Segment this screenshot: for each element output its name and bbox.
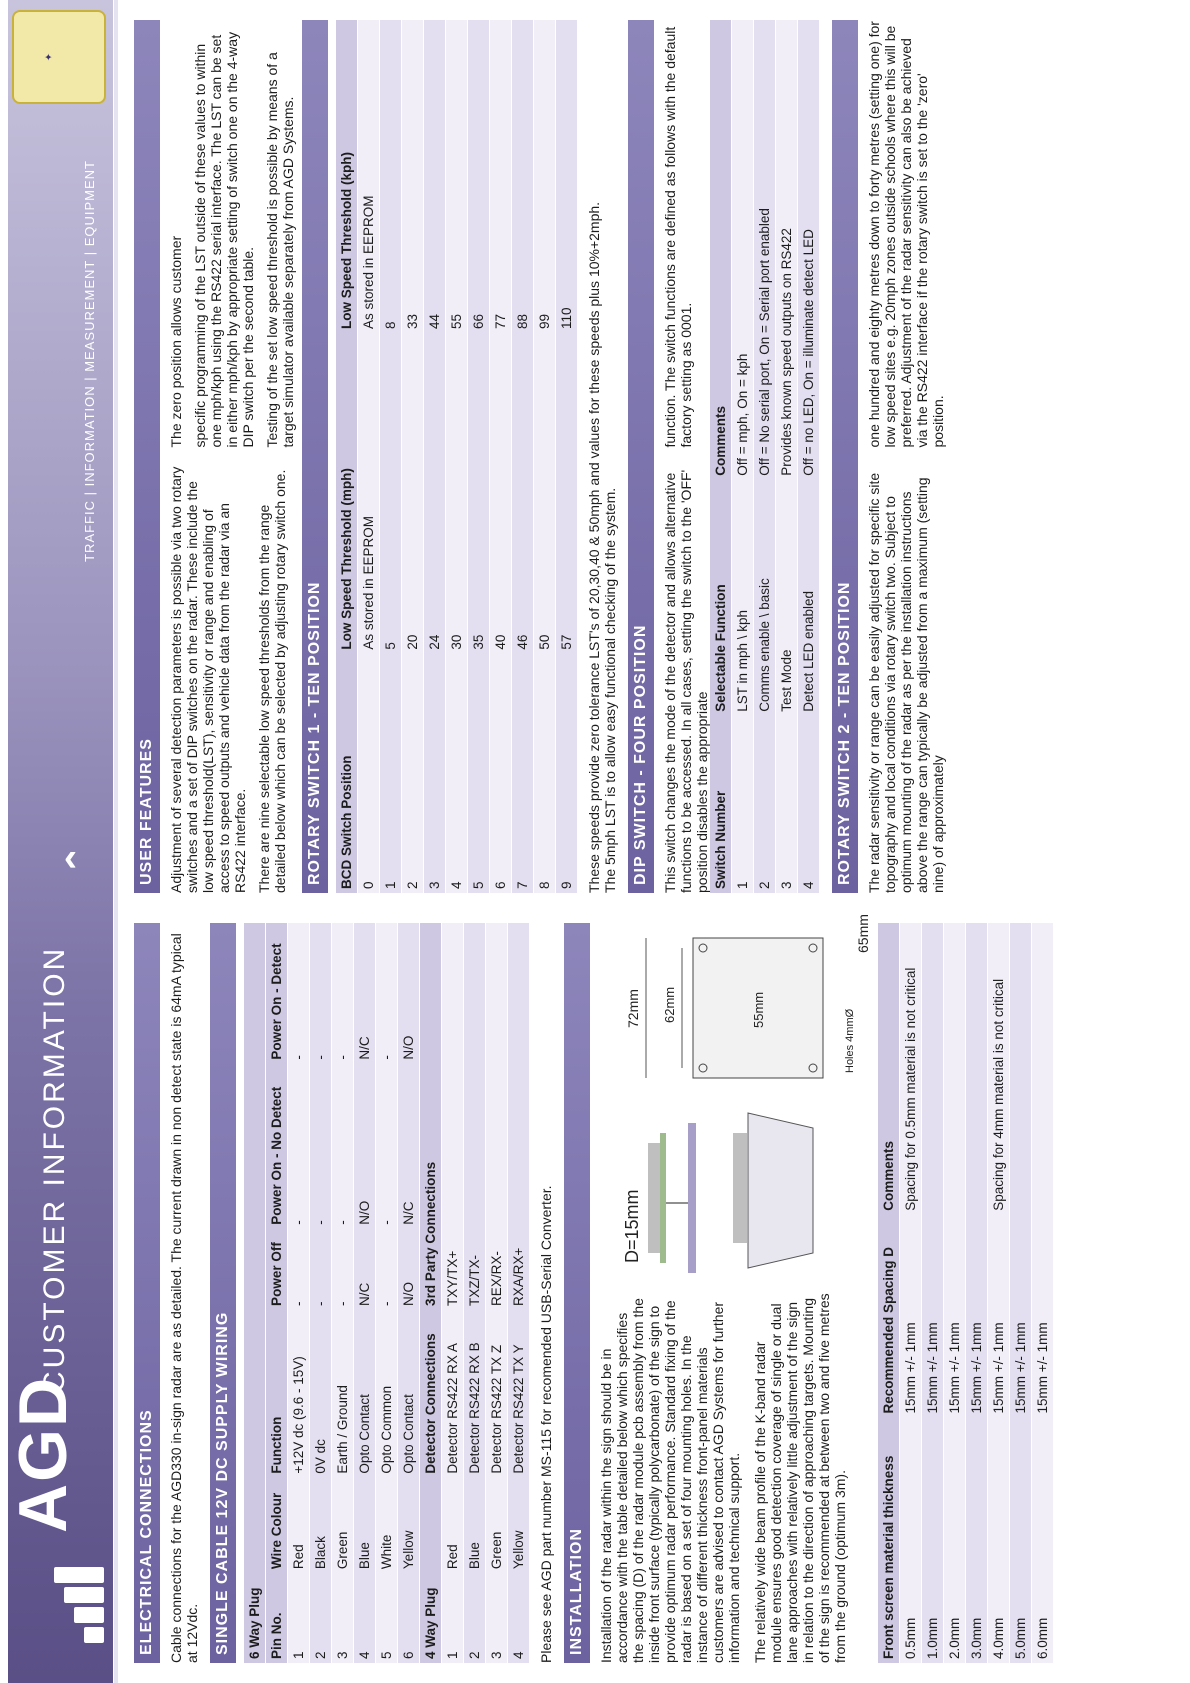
table-cell: 66 bbox=[468, 20, 490, 333]
table-row bbox=[464, 923, 486, 1663]
rotary2-title: ROTARY SWITCH 2 - TEN POSITION bbox=[832, 20, 858, 893]
table-cell: 15mm +/- 1mm bbox=[966, 1215, 988, 1418]
table-row bbox=[944, 923, 966, 1663]
table-cell: N/C bbox=[354, 923, 376, 1064]
table-cell: Detector RS422 TX Z bbox=[486, 1310, 508, 1478]
table-cell: 15mm +/- 1mm bbox=[1032, 1215, 1054, 1418]
col-header: Switch Number bbox=[710, 716, 732, 893]
spacing-table bbox=[878, 923, 1054, 1663]
header-subtitle: CUSTOMER INFORMATION bbox=[38, 945, 71, 1393]
uf-p4: Testing of the set low speed threshold is possible by means of a target simulator available separately from AGD Systems. bbox=[264, 52, 296, 448]
table-cell: 1 bbox=[442, 1573, 464, 1663]
table-cell: Spacing for 0.5mm material is not critical bbox=[900, 923, 922, 1215]
table-cell: 4 bbox=[354, 1573, 376, 1663]
table-row bbox=[376, 923, 398, 1663]
col-header: Low Speed Threshold (mph) bbox=[336, 333, 358, 654]
table-cell: N/C bbox=[354, 1229, 376, 1310]
table-cell: 3.0mm bbox=[966, 1417, 988, 1663]
user-features-text bbox=[168, 20, 296, 893]
table-cell: Provides known speed outputs on RS422 bbox=[776, 20, 798, 480]
table-cell: Opto Contact bbox=[354, 1310, 376, 1478]
spacing-rows bbox=[900, 923, 1054, 1663]
table-cell: 110 bbox=[556, 20, 578, 333]
table-cell: RXA/RX+ bbox=[508, 923, 530, 1310]
page-header bbox=[0, 0, 130, 1683]
table-cell: 9 bbox=[556, 654, 578, 893]
table-row bbox=[508, 923, 530, 1663]
uf-p2: There are nine selectable low speed thresholds from the range detailed below which can be selected by adjusting rotary switch one. The zero position allows customer bbox=[168, 235, 288, 893]
table-cell: 4 bbox=[446, 654, 468, 893]
table-cell: - bbox=[376, 1229, 398, 1310]
col-header: Low Speed Threshold (kph) bbox=[336, 20, 358, 333]
table-cell: 3 bbox=[486, 1573, 508, 1663]
table-cell: Comms enable \ basic bbox=[754, 480, 776, 716]
col-header: Comments bbox=[710, 20, 732, 480]
table-cell: 3 bbox=[332, 1573, 354, 1663]
dip-text bbox=[662, 20, 710, 893]
electrical-title: ELECTRICAL CONNECTIONS bbox=[134, 923, 160, 1663]
mounting-diagram bbox=[598, 913, 878, 1283]
table-row bbox=[1010, 923, 1032, 1663]
col-header: Recommended Spacing D bbox=[878, 1215, 900, 1418]
table-row bbox=[732, 20, 754, 893]
table-cell: 33 bbox=[402, 20, 424, 333]
table-cell: 55 bbox=[446, 20, 468, 333]
d-label: D=15mm bbox=[622, 1189, 642, 1263]
dip-p2: function. The switch functions are defined as follows with the default factory setting as 0001. bbox=[662, 26, 694, 448]
table-cell: As stored in EEPROM bbox=[358, 20, 380, 333]
r2-p1: The radar sensitivity or range can be easily adjusted for specific site topography and local conditions via rotary switch two. Subject to optimum mounting of the radar as per the installation instructions above the range can typically be adjusted from a maximum (setting nine) of approximately bbox=[866, 472, 946, 893]
table-cell: Yellow bbox=[398, 1478, 420, 1573]
spacing-header-row bbox=[878, 923, 900, 1663]
table-cell: TXY/TX+ bbox=[442, 923, 464, 1310]
table-row bbox=[442, 923, 464, 1663]
header-pillars: TRAFFIC | INFORMATION | MEASUREMENT | EQUIPMENT bbox=[82, 160, 97, 562]
table-cell bbox=[1010, 923, 1032, 1215]
plug4-h3: 3rd Party Connections bbox=[420, 923, 442, 1310]
table-cell: 5.0mm bbox=[1010, 1417, 1032, 1663]
height-55-label: 55mm bbox=[751, 991, 766, 1028]
right-column bbox=[128, 20, 954, 893]
table-row bbox=[310, 923, 332, 1663]
wiring-title: SINGLE CABLE 12V DC SUPPLY WIRING bbox=[210, 923, 236, 1663]
table-row bbox=[922, 923, 944, 1663]
table-row bbox=[988, 923, 1010, 1663]
wiring-header-row bbox=[266, 923, 288, 1663]
plug6-rows bbox=[288, 923, 420, 1663]
table-cell: 35 bbox=[468, 333, 490, 654]
plug4-rows bbox=[442, 923, 530, 1663]
table-row bbox=[1032, 923, 1054, 1663]
table-cell: 0 bbox=[358, 654, 380, 893]
front-panel-side bbox=[688, 1123, 696, 1273]
table-cell: 4.0mm bbox=[988, 1417, 1010, 1663]
table-cell: Off = no LED, On = illuminate detect LED bbox=[798, 20, 820, 480]
table-cell: Spacing for 4mm material is not critical bbox=[988, 923, 1010, 1215]
rotary1-rows bbox=[358, 20, 578, 893]
table-cell: 3 bbox=[776, 716, 798, 893]
table-row bbox=[556, 20, 578, 893]
table-cell: - bbox=[332, 1229, 354, 1310]
plug4-h2: Detector Connections bbox=[420, 1310, 442, 1478]
table-row bbox=[380, 20, 402, 893]
table-cell: 50 bbox=[534, 333, 556, 654]
table-row bbox=[486, 923, 508, 1663]
chevron-icon: › bbox=[63, 839, 78, 884]
table-cell: 6.0mm bbox=[1032, 1417, 1054, 1663]
table-cell: 5 bbox=[380, 333, 402, 654]
table-cell: N/C bbox=[398, 1064, 420, 1229]
table-cell: N/O bbox=[398, 923, 420, 1064]
col-header: Function bbox=[266, 1310, 288, 1478]
table-cell: 2 bbox=[754, 716, 776, 893]
converter-note: Please see AGD part number MS-115 for recomended USB-Serial Converter. bbox=[538, 1185, 554, 1663]
table-row bbox=[534, 20, 556, 893]
table-row bbox=[900, 923, 922, 1663]
header-bars-graphic bbox=[34, 1567, 104, 1643]
wiring-table bbox=[244, 923, 530, 1663]
table-cell: 1 bbox=[732, 716, 754, 893]
table-row bbox=[446, 20, 468, 893]
table-cell: 15mm +/- 1mm bbox=[944, 1215, 966, 1418]
table-cell: 77 bbox=[490, 20, 512, 333]
table-cell: 15mm +/- 1mm bbox=[988, 1215, 1010, 1418]
table-cell: 30 bbox=[446, 333, 468, 654]
installation-p2: The relatively wide beam profile of the K-band radar module ensures good detection coverage of single or dual lane approaches with relatively little adjustment of the sign in relation to the direction of approaching targets. Mounting of the sign is recommended at between two and five metres from the ground (optimum 3m). bbox=[752, 1293, 848, 1663]
col-header: Pin No. bbox=[266, 1573, 288, 1663]
table-cell: Black bbox=[310, 1478, 332, 1573]
col-header: Selectable Function bbox=[710, 480, 732, 716]
table-cell: 8 bbox=[380, 20, 402, 333]
table-cell: Opto Common bbox=[376, 1310, 398, 1478]
table-cell: +12V dc (9.6 - 15V) bbox=[288, 1310, 310, 1478]
table-cell: - bbox=[376, 1064, 398, 1229]
table-cell: 2 bbox=[402, 654, 424, 893]
installation-p1: Installation of the radar within the sign should be in accordance with the table detailed below which specifies the spacing (D) of the radar module pcb assembly from the inside front surface (typically polycarbonate) of the sign to provide optimum radar performance. Standard fixing of the radar is based on a set of four mounting holes. In the instance of different thickness front-panel materials customers are advised to contact AGD Systems for further information and technical support. bbox=[598, 1298, 742, 1663]
table-cell: Red bbox=[288, 1478, 310, 1573]
holes-label: Holes 4mmØ bbox=[844, 1008, 856, 1073]
table-cell: - bbox=[332, 1064, 354, 1229]
table-cell: TXZ/TX- bbox=[464, 923, 486, 1310]
col-header: Front screen material thickness bbox=[878, 1417, 900, 1663]
table-row bbox=[402, 20, 424, 893]
table-cell: 1 bbox=[380, 654, 402, 893]
table-row bbox=[966, 923, 988, 1663]
table-cell: LST in mph \ kph bbox=[732, 480, 754, 716]
table-row bbox=[288, 923, 310, 1663]
table-cell: 2.0mm bbox=[944, 1417, 966, 1663]
rotary1-table bbox=[336, 20, 578, 893]
col-header: Power Off bbox=[266, 1229, 288, 1310]
plug4-blank bbox=[420, 1478, 442, 1573]
table-cell: Opto Contact bbox=[398, 1310, 420, 1478]
dip-rows bbox=[732, 20, 820, 893]
table-cell: - bbox=[376, 923, 398, 1064]
table-cell: 40 bbox=[490, 333, 512, 654]
dip-table bbox=[710, 20, 820, 893]
table-cell: Yellow bbox=[508, 1478, 530, 1573]
table-cell: - bbox=[332, 923, 354, 1064]
table-cell: Detect LED enabled bbox=[798, 480, 820, 716]
table-cell: 57 bbox=[556, 333, 578, 654]
table-cell: 4 bbox=[508, 1573, 530, 1663]
col-header: Power On - Detect bbox=[266, 923, 288, 1064]
table-cell: Detector RS422 TX Y bbox=[508, 1310, 530, 1478]
table-row bbox=[512, 20, 534, 893]
table-cell: N/O bbox=[354, 1064, 376, 1229]
emblem-art: ✦ bbox=[44, 52, 55, 62]
table-cell: 8 bbox=[534, 654, 556, 893]
rotary1-note2: The 5mph LST is to allow easy functional checking of the system. bbox=[602, 487, 618, 893]
table-cell: Red bbox=[442, 1478, 464, 1573]
dip-header-row bbox=[710, 20, 732, 893]
col-header: Power On - No Detect bbox=[266, 1064, 288, 1229]
table-row bbox=[354, 923, 376, 1663]
table-row bbox=[754, 20, 776, 893]
table-row bbox=[424, 20, 446, 893]
dip-p1: This switch changes the mode of the detector and allows alternative functions to be accessed. In all cases, setting the switch to the 'OFF' position disables the appropriate bbox=[662, 469, 710, 893]
table-row bbox=[468, 20, 490, 893]
left-column bbox=[128, 914, 1054, 1663]
pcb-side-view bbox=[660, 1133, 666, 1263]
table-cell: 15mm +/- 1mm bbox=[900, 1215, 922, 1418]
table-cell bbox=[1032, 923, 1054, 1215]
plug4-label: 4 Way Plug bbox=[420, 1573, 442, 1663]
table-cell: 4 bbox=[798, 716, 820, 893]
table-cell bbox=[966, 923, 988, 1215]
col-header: Wire Colour bbox=[266, 1478, 288, 1573]
table-row bbox=[398, 923, 420, 1663]
award-emblem bbox=[12, 10, 106, 104]
table-cell: N/O bbox=[398, 1229, 420, 1310]
col-header: Comments bbox=[878, 923, 900, 1215]
table-cell: 2 bbox=[310, 1573, 332, 1663]
table-cell: REX/RX- bbox=[486, 923, 508, 1310]
table-cell: - bbox=[288, 923, 310, 1064]
uf-p3: specific programming of the LST outside of these values to within one mph/kph using the RS422 serial interface. The LST can be set in either mph/kph by appropriate setting of switch one on the 4-way DIP switch per the second table. bbox=[192, 31, 256, 448]
table-cell: Blue bbox=[464, 1478, 486, 1573]
table-cell: 24 bbox=[424, 333, 446, 654]
table-cell: Green bbox=[486, 1478, 508, 1573]
uf-p1: Adjustment of several detection parameters is possible via two rotary switches and a set of DIP switches on the radar. These include the low speed threshold(LST), sensitivity or range and enabling of access to speed outputs and vehicle data from the radar via an RS422 interface. bbox=[168, 466, 248, 893]
table-cell: 5 bbox=[468, 654, 490, 893]
table-cell: Earth / Ground bbox=[332, 1310, 354, 1478]
width-62-label: 62mm bbox=[662, 986, 677, 1023]
table-cell: - bbox=[288, 1229, 310, 1310]
table-cell: 6 bbox=[398, 1573, 420, 1663]
table-cell: - bbox=[310, 923, 332, 1064]
table-cell: 46 bbox=[512, 333, 534, 654]
table-cell: Test Mode bbox=[776, 480, 798, 716]
table-cell: 3 bbox=[424, 654, 446, 893]
table-cell: 0V dc bbox=[310, 1310, 332, 1478]
sign-angled-view bbox=[748, 1113, 813, 1268]
table-row bbox=[798, 20, 820, 893]
table-cell: Off = mph, On = kph bbox=[732, 20, 754, 480]
table-cell bbox=[944, 923, 966, 1215]
r2-p2: one hundred and eighty metres down to forty metres (setting one) for low speed sites e.g. 20mph zones outside schools where this will be preferred. Adjustment of the radar sensitivity can also be achieved via the RS422 interface if the rotary switch is set to the 'zero' position. bbox=[866, 21, 946, 448]
table-cell: 44 bbox=[424, 20, 446, 333]
installation-text bbox=[598, 1293, 858, 1663]
table-cell: 5 bbox=[376, 1573, 398, 1663]
rotary2-text bbox=[866, 20, 954, 893]
table-cell: Detector RS422 RX B bbox=[464, 1310, 486, 1478]
table-cell: 99 bbox=[534, 20, 556, 333]
table-cell: - bbox=[310, 1229, 332, 1310]
table-cell: Green bbox=[332, 1478, 354, 1573]
rotary1-header-row bbox=[336, 20, 358, 893]
table-cell: - bbox=[288, 1064, 310, 1229]
table-cell: 88 bbox=[512, 20, 534, 333]
table-cell: 15mm +/- 1mm bbox=[1010, 1215, 1032, 1418]
table-cell: As stored in EEPROM bbox=[358, 333, 380, 654]
user-features-title: USER FEATURES bbox=[134, 20, 160, 893]
plug6-label: 6 Way Plug bbox=[244, 923, 266, 1663]
rotary1-note1: These speeds provide zero tolerance LST's of 20,30,40 & 50mph and values for these speeds plus 10%+2mph. bbox=[586, 201, 602, 893]
table-row bbox=[490, 20, 512, 893]
width-72-label: 72mm bbox=[625, 989, 641, 1028]
col-header: BCD Switch Position bbox=[336, 654, 358, 893]
radar-module-side bbox=[648, 1143, 660, 1253]
rotary1-title: ROTARY SWITCH 1 - TEN POSITION bbox=[302, 20, 328, 893]
table-cell: 20 bbox=[402, 333, 424, 654]
table-cell: - bbox=[310, 1064, 332, 1229]
header-divider bbox=[114, 0, 118, 1683]
installation-title: INSTALLATION bbox=[564, 923, 590, 1663]
table-cell bbox=[922, 923, 944, 1215]
table-cell: 0.5mm bbox=[900, 1417, 922, 1663]
radar-module-angled bbox=[733, 1133, 747, 1243]
table-row bbox=[358, 20, 380, 893]
agd-logo: AGD bbox=[5, 1375, 81, 1533]
dip-title: DIP SWITCH - FOUR POSITION bbox=[628, 20, 654, 893]
table-cell: 6 bbox=[490, 654, 512, 893]
height-65-label: 65mm bbox=[855, 914, 871, 953]
table-cell: 1.0mm bbox=[922, 1417, 944, 1663]
table-cell: Detector RS422 RX A bbox=[442, 1310, 464, 1478]
table-cell: 15mm +/- 1mm bbox=[922, 1215, 944, 1418]
table-cell: White bbox=[376, 1478, 398, 1573]
table-cell: Off = No serial port, On = Serial port enabled bbox=[754, 20, 776, 480]
installation-area bbox=[598, 914, 878, 1663]
electrical-intro: Cable connections for the AGD330 in-sign radar are as detailed. The current drawn in non detect state is 64mA typical at 12Vdc. bbox=[168, 933, 200, 1663]
table-row bbox=[776, 20, 798, 893]
table-cell: 2 bbox=[464, 1573, 486, 1663]
table-cell: Blue bbox=[354, 1478, 376, 1573]
table-cell: 1 bbox=[288, 1573, 310, 1663]
table-row bbox=[332, 923, 354, 1663]
table-cell: 7 bbox=[512, 654, 534, 893]
